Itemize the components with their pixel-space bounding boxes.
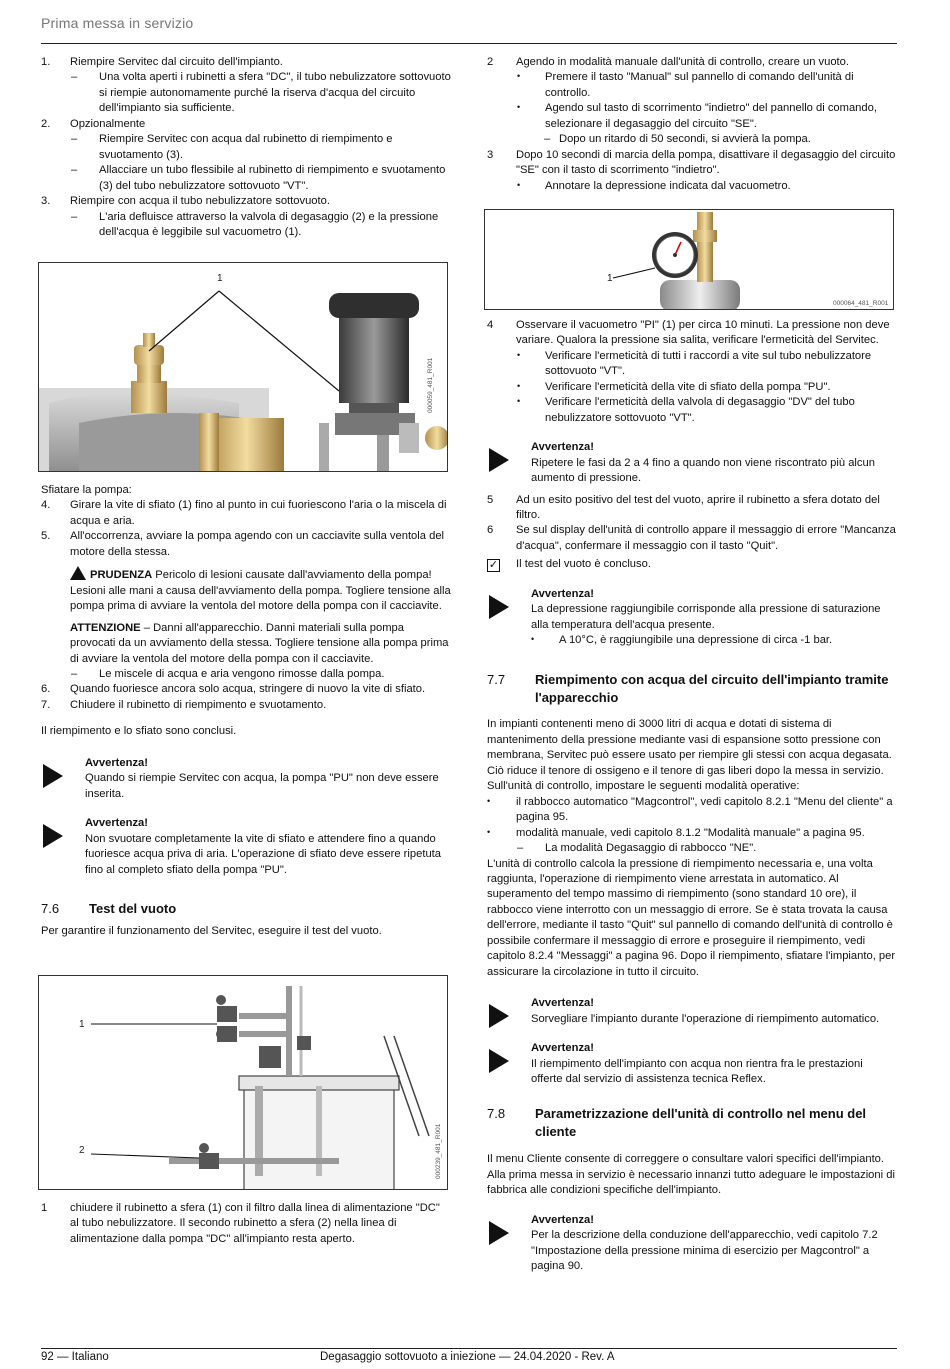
list-item: – Dopo un ritardo di 50 secondi, si avvierà la pompa. <box>544 133 811 146</box>
list-item: – Le miscele di acqua e aria vengono rimosse dalla pompa. <box>71 667 385 680</box>
left-column-2 <box>41 483 451 939</box>
vacuometer-illustration <box>485 210 894 310</box>
paragraph: In impianti contenenti meno di 3000 litri di acqua e dotati di sistema di mantenimento della pressione mediante vasi di espansione sotto pressione con membrana, Servitec può essere usato per riempire gli stessi con acqua degasata. Ciò riduce il tenore di ossigeno e il tenore di gas liberi dopo la messa in servizio. <box>487 718 892 777</box>
figure-callout-1: 1 <box>217 273 223 284</box>
list-item: 1 chiudere il rubinetto a sfera (1) con il filtro dalla linea di alimentazione "DC" al tubo nebulizzatore. Il secondo rubinetto a sfera (2) nella linea di alimentazione dalla pompa "DC" all'impianto resta aperto. <box>41 1202 440 1245</box>
list-item: – La modalità Degasaggio di rabbocco "NE". <box>517 842 757 855</box>
list-item: 6. Quando fuoriesce ancora solo acqua, stringere di nuovo la vite di sfiato. <box>41 683 426 696</box>
note-block: Avvertenza! Quando si riempie Servitec con acqua, la pompa "PU" non deve essere inserita. <box>41 756 451 802</box>
vacuum-piping-illustration <box>39 976 448 1190</box>
paragraph: L'unità di controllo calcola la pressione di riempimento necessaria e, una volta raggiunta, l'operazione di riempimento viene arrestata in automatico. Al superamento del tempo massimo di riempimento (sono standard 10 ore), il rabbocco viene interrotto con un messaggio di errore. Se è stata trovata la causa dell'errore, mediante il tasto "Quit" sul pannello di comando dell'unità di controllo è possibile confermare il messaggio di errore e proseguire il riempimento, vedi capitolo 8.2.4 "Messaggi" a pagina 96. Dopo il riempimento, sfiatare l'impianto, per assicurare la circolazione in tutto il circuito. <box>487 857 896 978</box>
list-item: 2. Opzionalmente <box>41 117 146 130</box>
list-item: 2 Agendo in modalità manuale dall'unità di controllo, creare un vuoto. <box>487 56 849 68</box>
right-column-2 <box>487 318 897 1275</box>
list-item: • Verificare l'ermeticità di tutti i raccordi a vite sul tubo nebulizzatore sottovuoto "VT". <box>517 349 872 378</box>
arrow-icon <box>489 1049 509 1073</box>
note-block: Avvertenza! Il riempimento dell'impianto con acqua non rientra fra le prestazioni offerte dal servizio di assistenza tecnica Reflex. <box>487 1041 897 1087</box>
caution-text: Pericolo di lesioni causate dall'avviamento della pompa! Lesioni alle mani a causa dell'avviamento della pompa. Togliere tensione alla pompa prima di avviare la ventola del motore della pompa con il cacciavite. <box>70 569 451 613</box>
left-column <box>41 55 451 240</box>
list-item: • Annotare la depressione indicata dal vacuometro. <box>517 179 791 192</box>
arrow-icon <box>43 824 63 848</box>
list-item: 5. All'occorrenza, avviare la pompa agendo con un cacciavite sulla ventola del motore della stessa. <box>41 530 445 558</box>
note-block: Avvertenza! Sorvegliare l'impianto durante l'operazione di riempimento automatico. <box>487 996 897 1027</box>
footer-page-language: 92 — Italiano <box>41 1351 109 1363</box>
attention-text: – Danni all'apparecchio. Danni materiali sulla pompa provocati da un avviamento della stessa. Togliere tensione alla pompa prima di avviare la ventola del motore della pompa con il cacciavite. <box>70 621 449 665</box>
paragraph: Sull'unità di controllo, impostare le seguenti modalità operative: <box>487 780 800 793</box>
list-item: – Una volta aperti i rubinetti a sfera "DC", il tubo nebulizzatore sottovuoto si riempie autonomamente purché la riserva d'acqua del circuito dell'impianto sia sufficiente. <box>71 71 451 115</box>
left-column-3 <box>41 1201 451 1247</box>
note-block: Avvertenza! Non svuotare completamente la vite di sfiato e attendere fino a quando fuoriesce acqua priva di aria. L'operazione di sfiato deve essere ripetuta fino al completo sfiato della pompa "PU". <box>41 816 451 878</box>
note-block: Avvertenza! La depressione raggiungibile corrisponde alla pressione di saturazione alla temperatura dell'acqua presente. • A 10°C, è raggiungibile una depressione di circa -1 bar. <box>487 587 897 649</box>
list-item: – Riempire Servitec con acqua dal rubinetto di riempimento e svuotamento (3). <box>71 133 393 161</box>
list-item: 3. Riempire con acqua il tubo nebulizzatore sottovuoto. <box>41 195 330 208</box>
list-item: 4 Osservare il vacuometro "PI" (1) per circa 10 minuti. La pressione non deve variare. Qualora la pressione sia salita, verificare l'ermeticità del Servitec. <box>487 319 890 347</box>
figure-code: 000064_481_R001 <box>833 300 889 307</box>
list-item: 6 Se sul display dell'unità di controllo appare il messaggio di errore "Mancanza d'acqua", confermare il messaggio con il tasto "Quit". <box>487 524 896 552</box>
figure-vacuum-piping <box>38 975 448 1190</box>
arrow-icon <box>489 1221 509 1245</box>
section-heading-7-7: 7.7 Riempimento con acqua del circuito dell'impianto tramite l'apparecchio <box>487 671 889 705</box>
arrow-icon <box>43 764 63 788</box>
section-heading-7-8: 7.8 Parametrizzazione dell'unità di controllo nel menu del cliente <box>487 1106 867 1140</box>
figure-code: 000239_481_R001 <box>435 1123 442 1179</box>
footer-document-title: Degasaggio sottovuoto a iniezione — 24.04.2020 - Rev. A <box>320 1351 615 1363</box>
list-item: • modalità manuale, vedi capitolo 8.1.2 "Modalità manuale" a pagina 95. <box>487 826 865 839</box>
arrow-icon <box>489 595 509 619</box>
warning-triangle-icon <box>70 566 86 580</box>
vent-title: Sfiatare la pompa: <box>41 484 132 496</box>
list-item: 7. Chiudere il rubinetto di riempimento e svuotamento. <box>41 698 327 711</box>
arrow-icon <box>489 1004 509 1028</box>
figure-code: 000059_481_R001 <box>427 357 434 413</box>
list-item: 5 Ad un esito positivo del test del vuoto, aprire il rubinetto a sfera dotato del filtro. <box>487 493 880 521</box>
list-item: – L'aria defluisce attraverso la valvola di degasaggio (2) e la pressione dell'acqua è leggibile sul vacuometro (1). <box>71 210 439 238</box>
section-intro: Per garantire il funzionamento del Servitec, eseguire il test del vuoto. <box>41 924 382 937</box>
paragraph: Il menu Cliente consente di correggere o consultare valori specifici dell'impianto. Alla prima messa in servizio è necessario innanzi tutto adeguare le impostazioni di fabbrica alle condizioni specifiche dell'impianto. <box>487 1153 895 1197</box>
figure-vacuometer <box>484 209 894 310</box>
note-block: Avvertenza! Ripetere le fasi da 2 a 4 fino a quando non viene riscontrato più alcun aumento di pressione. <box>487 440 897 486</box>
arrow-icon <box>489 448 509 472</box>
check-icon: ✓ <box>488 559 499 572</box>
attention-title: ATTENZIONE <box>70 621 141 634</box>
list-item: • Verificare l'ermeticità della valvola di degasaggio "DV" del tubo nebulizzatore sottovuoto "VT". <box>517 396 855 424</box>
right-column <box>487 55 897 194</box>
note-block: Avvertenza! Per la descrizione della conduzione dell'apparecchio, vedi capitolo 7.2 "Impostazione della pressione minima di esercizio per Magcontrol" a pagina 90. <box>487 1213 897 1275</box>
list-item: 4. Girare la vite di sfiato (1) fino al punto in cui fuoriescono l'aria o la miscela di acqua e aria. <box>41 499 447 527</box>
list-item: 3 Dopo 10 secondi di marcia della pompa, disattivare il degasaggio del circuito "SE" con il tasto di scorrimento "indietro". <box>487 148 896 177</box>
list-item: • Premere il tasto "Manual" sul pannello di comando dell'unità di controllo. <box>517 71 854 99</box>
page-header: Prima messa in servizio <box>41 15 194 31</box>
attention-block <box>41 621 451 667</box>
list-item: • Agendo sul tasto di scorrimento "indietro" del pannello di comando, selezionare il degasaggio del circuito "SE". <box>517 102 877 130</box>
footer-rule <box>41 1348 897 1349</box>
list-item: • il rabbocco automatico "Magcontrol", vedi capitolo 8.2.1 "Menu del cliente" a pagina 95. <box>487 795 893 824</box>
list-item: – Allacciare un tubo flessibile al rubinetto di riempimento e svuotamento (3) del tubo nebulizzatore sottovuoto "VT". <box>71 164 446 192</box>
figure-pump-valve <box>38 262 448 472</box>
figure-callout-1: 1 <box>79 1019 85 1030</box>
caution-block <box>41 566 451 614</box>
header-rule <box>41 43 897 44</box>
list-item: 1. Riempire Servitec dal circuito dell'impianto. <box>41 56 283 68</box>
caution-title: PRUDENZA <box>90 569 153 582</box>
figure-callout-2: 2 <box>79 1145 85 1156</box>
pump-valve-illustration <box>39 263 448 472</box>
section-heading-7-6: 7.6 Test del vuoto <box>41 900 177 916</box>
list-item: • Verificare l'ermeticità della vite di sfiato della pompa "PU". <box>517 380 831 393</box>
figure-callout-1: 1 <box>607 273 613 284</box>
completion-text: Il riempimento e lo sfiato sono conclusi. <box>41 725 237 738</box>
result-line: ✓ Il test del vuoto è concluso. <box>488 558 651 572</box>
